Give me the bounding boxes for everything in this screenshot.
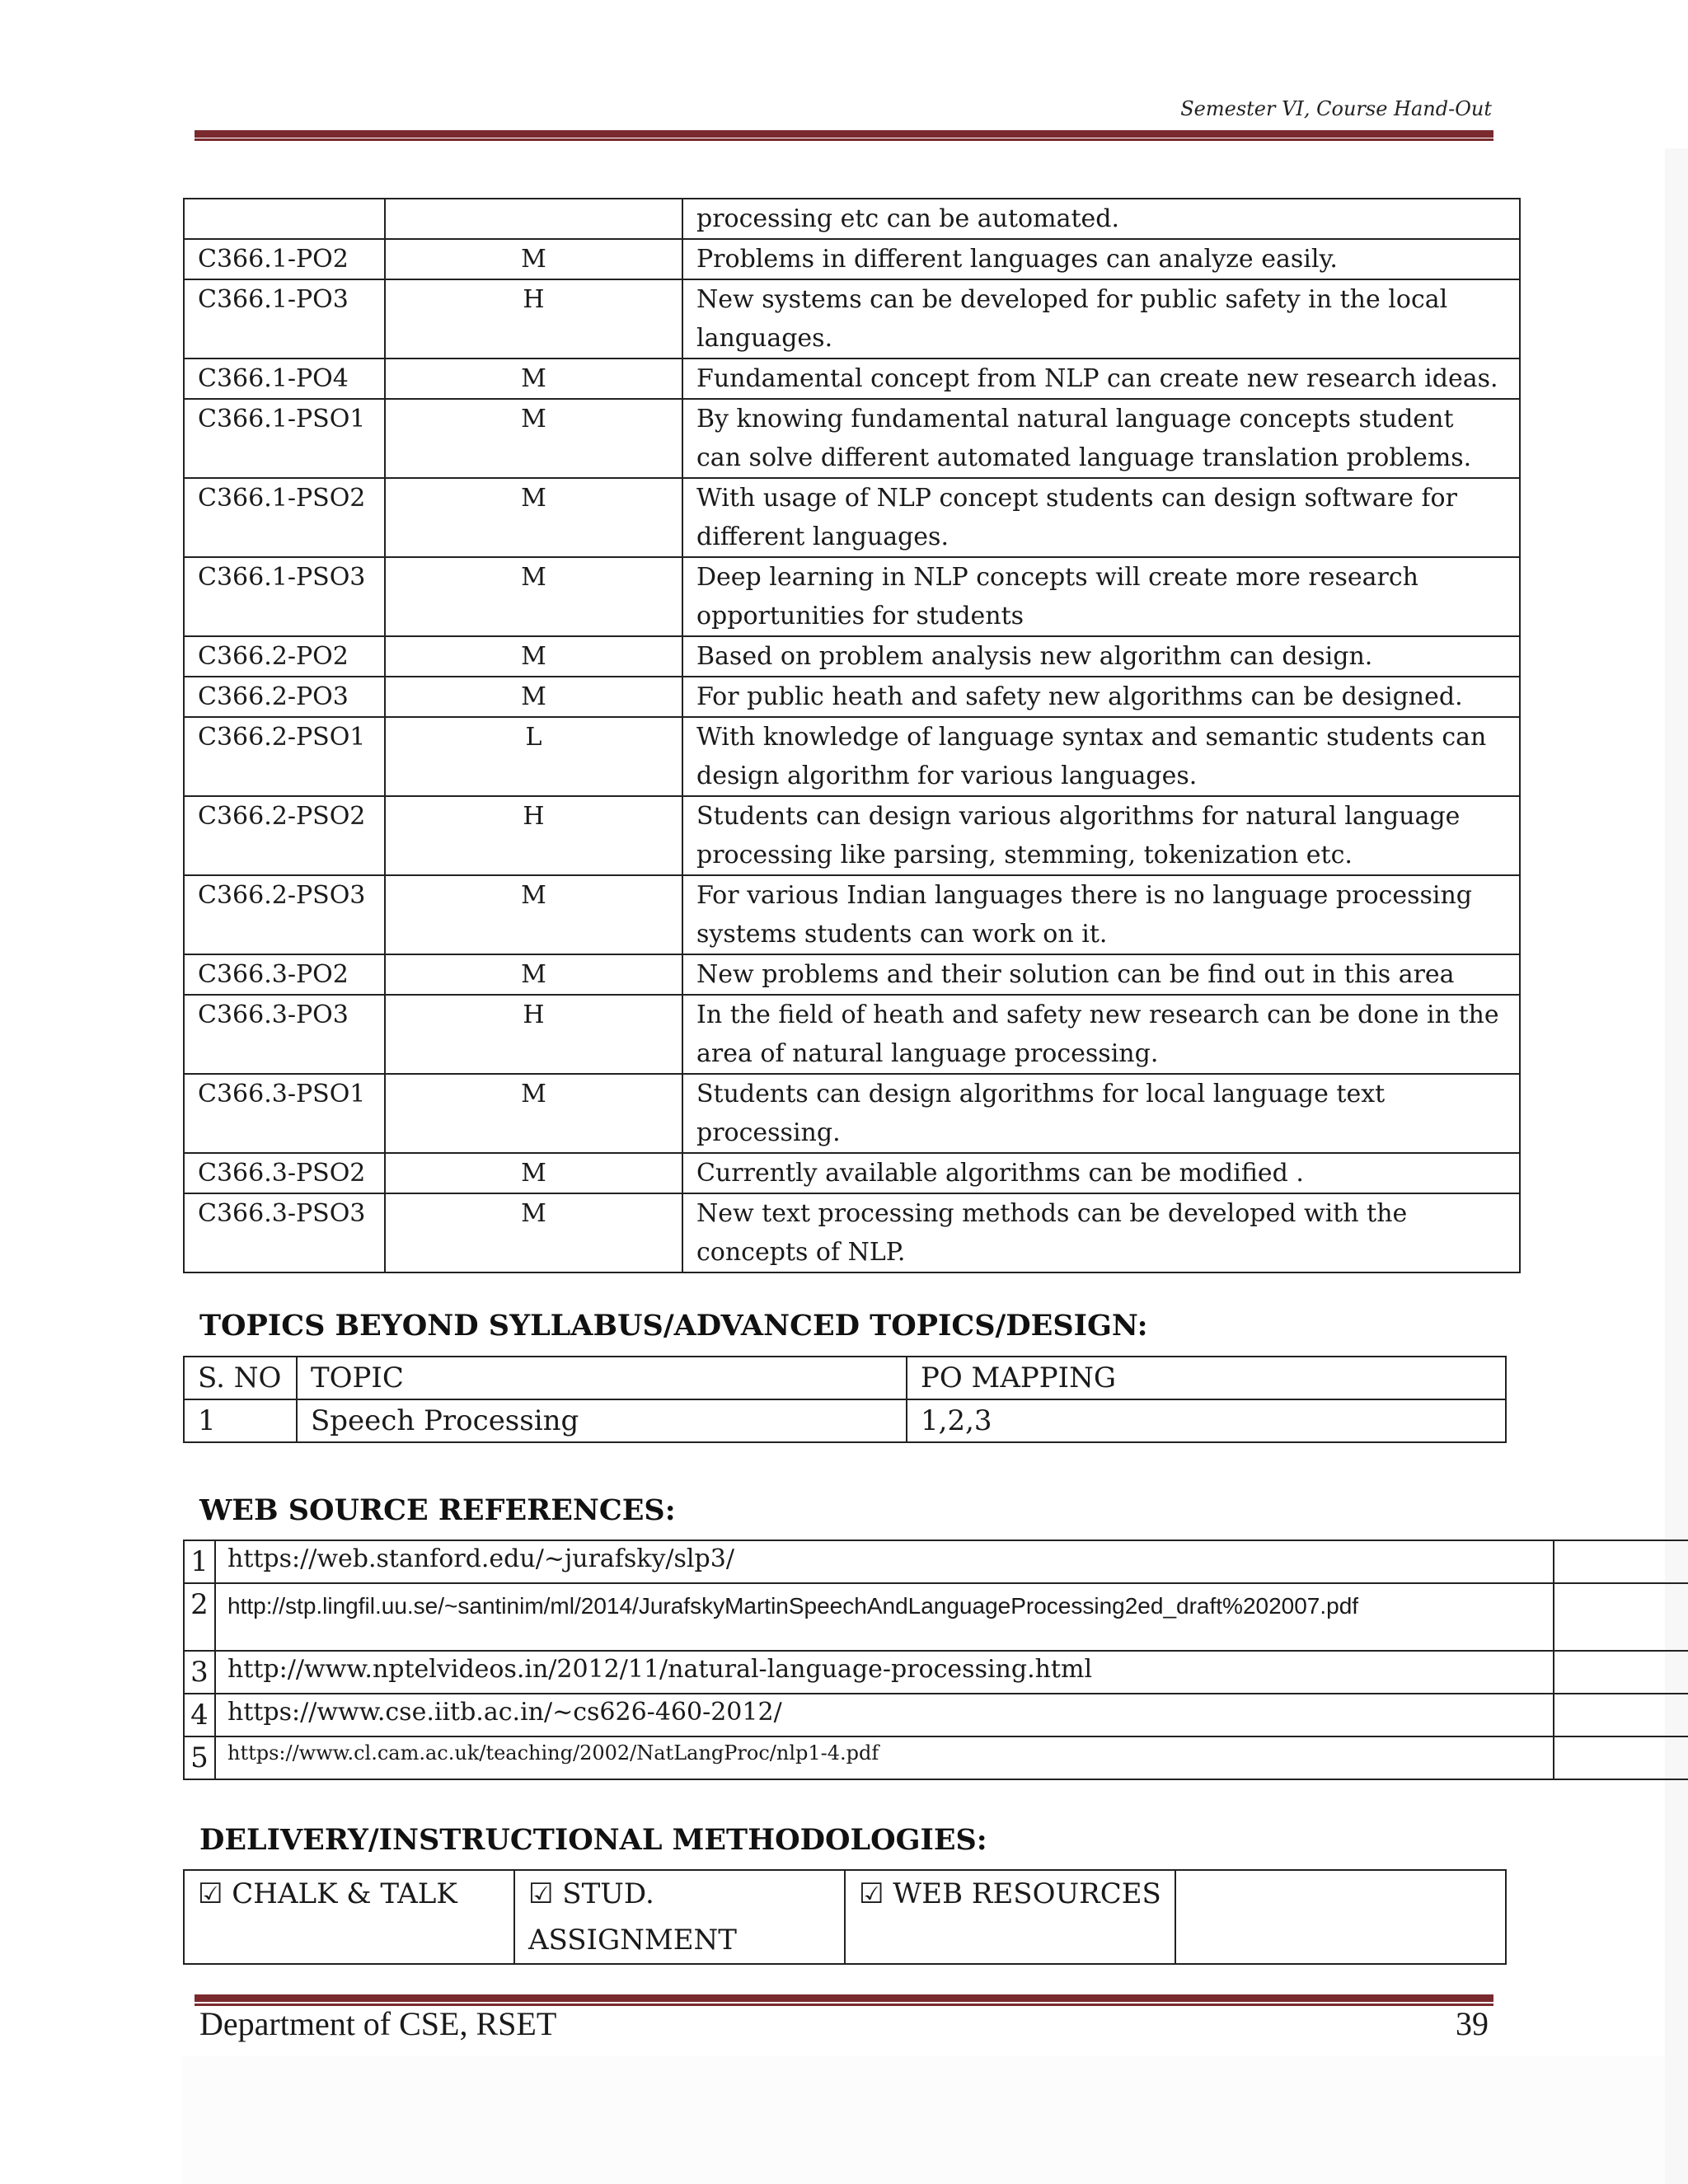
mapping-level: M xyxy=(385,954,682,995)
mapping-level: M xyxy=(385,399,682,478)
mapping-code: C366.2-PO2 xyxy=(184,636,385,677)
mapping-code: C366.1-PSO3 xyxy=(184,557,385,636)
checkbox-icon: ☑ xyxy=(528,1877,554,1910)
co-po-mapping-table xyxy=(183,198,1521,1273)
mapping-code: C366.2-PSO1 xyxy=(184,717,385,796)
table-row xyxy=(184,1694,1688,1736)
methods-row xyxy=(184,1870,1506,1964)
mapping-level: M xyxy=(385,1193,682,1272)
header-po-mapping: PO MAPPING xyxy=(907,1357,1506,1399)
web-refs-section-title: WEB SOURCE REFERENCES: xyxy=(199,1493,676,1527)
ref-link[interactable]: http://stp.lingfil.uu.se/~santinim/ml/2014/JurafskyMartinSpeechAndLanguageProcessing2ed_draft%202007.pdf xyxy=(215,1583,1554,1651)
mapping-justification: Problems in different languages can analyze easily. xyxy=(682,239,1520,279)
mapping-code: C366.1-PSO2 xyxy=(184,478,385,557)
topics-section-title: TOPICS BEYOND SYLLABUS/ADVANCED TOPICS/DESIGN: xyxy=(199,1309,1148,1343)
table-row xyxy=(184,399,1520,478)
mapping-level xyxy=(385,199,682,239)
ref-empty-cell xyxy=(1554,1694,1688,1736)
mapping-justification: For public heath and safety new algorithms can be designed. xyxy=(682,677,1520,717)
method-label: CHALK & TALK xyxy=(232,1877,457,1910)
ref-empty-cell xyxy=(1554,1736,1688,1779)
table-row xyxy=(184,677,1520,717)
mapping-level: M xyxy=(385,875,682,954)
mapping-level: H xyxy=(385,796,682,875)
ref-link[interactable]: https://www.cse.iitb.ac.in/~cs626-460-2012/ xyxy=(215,1694,1554,1736)
mapping-level: M xyxy=(385,557,682,636)
mapping-code: C366.3-PSO1 xyxy=(184,1074,385,1153)
footer-rule xyxy=(195,1994,1493,2002)
footer-department: Department of CSE, RSET xyxy=(199,2005,557,2042)
table-row xyxy=(184,796,1520,875)
table-row xyxy=(184,1399,1506,1442)
topics-table xyxy=(183,1356,1507,1443)
header-rule xyxy=(195,130,1493,138)
mapping-code: C366.2-PSO2 xyxy=(184,796,385,875)
table-row xyxy=(184,1153,1520,1193)
ref-number: 3 xyxy=(184,1651,215,1694)
table-row xyxy=(184,1583,1688,1651)
mapping-justification: processing etc can be automated. xyxy=(682,199,1520,239)
method-label: STUD. ASSIGNMENT xyxy=(528,1877,737,1957)
table-row xyxy=(184,995,1520,1074)
table-row xyxy=(184,636,1520,677)
delivery-methods-table xyxy=(183,1869,1507,1965)
mapping-code: C366.3-PO3 xyxy=(184,995,385,1074)
mapping-level: M xyxy=(385,239,682,279)
table-row xyxy=(184,557,1520,636)
topic-name: Speech Processing xyxy=(297,1399,907,1442)
header-rule-thin xyxy=(195,138,1493,141)
checkbox-icon: ☑ xyxy=(198,1877,223,1910)
mapping-level: M xyxy=(385,636,682,677)
web-references-table xyxy=(183,1540,1688,1780)
table-row xyxy=(184,1651,1688,1694)
topics-header-row xyxy=(184,1357,1506,1399)
table-row xyxy=(184,1074,1520,1153)
table-row xyxy=(184,954,1520,995)
mapping-code xyxy=(184,199,385,239)
mapping-justification: By knowing fundamental natural language concepts student can solve different automated language translation problems. xyxy=(682,399,1520,478)
mapping-justification: With usage of NLP concept students can design software for different languages. xyxy=(682,478,1520,557)
topic-po: 1,2,3 xyxy=(907,1399,1506,1442)
page-number: 39 xyxy=(1456,2005,1489,2042)
mapping-code: C366.2-PO3 xyxy=(184,677,385,717)
mapping-level: H xyxy=(385,279,682,359)
ref-number: 1 xyxy=(184,1540,215,1583)
table-row xyxy=(184,239,1520,279)
table-row xyxy=(184,1736,1688,1779)
table-row xyxy=(184,875,1520,954)
methods-section-title: DELIVERY/INSTRUCTIONAL METHODOLOGIES: xyxy=(199,1823,987,1857)
mapping-level: H xyxy=(385,995,682,1074)
ref-link[interactable]: https://web.stanford.edu/~jurafsky/slp3/ xyxy=(215,1540,1554,1583)
ref-link[interactable]: https://www.cl.cam.ac.uk/teaching/2002/NatLangProc/nlp1-4.pdf xyxy=(215,1736,1554,1779)
mapping-justification: Deep learning in NLP concepts will create more research opportunities for students xyxy=(682,557,1520,636)
mapping-code: C366.1-PO4 xyxy=(184,359,385,399)
topic-sno: 1 xyxy=(184,1399,297,1442)
mapping-justification: Currently available algorithms can be modified . xyxy=(682,1153,1520,1193)
ref-empty-cell xyxy=(1554,1540,1688,1583)
mapping-justification: Students can design various algorithms for natural language processing like parsing, stemming, tokenization etc. xyxy=(682,796,1520,875)
method-chalk-talk xyxy=(184,1870,514,1964)
mapping-code: C366.1-PSO1 xyxy=(184,399,385,478)
mapping-code: C366.3-PSO3 xyxy=(184,1193,385,1272)
mapping-code: C366.1-PO3 xyxy=(184,279,385,359)
table-row xyxy=(184,279,1520,359)
page-edge-shade xyxy=(1665,148,1688,2184)
mapping-level: M xyxy=(385,677,682,717)
mapping-level: M xyxy=(385,359,682,399)
header-sno: S. NO xyxy=(184,1357,297,1399)
table-row xyxy=(184,478,1520,557)
table-row xyxy=(184,717,1520,796)
ref-empty-cell xyxy=(1554,1651,1688,1694)
table-row xyxy=(184,1540,1688,1583)
mapping-justification: Students can design algorithms for local language text processing. xyxy=(682,1074,1520,1153)
mapping-level: M xyxy=(385,1074,682,1153)
method-web-resources xyxy=(845,1870,1175,1964)
mapping-level: L xyxy=(385,717,682,796)
running-header: Semester VI, Course Hand-Out xyxy=(1180,97,1492,120)
mapping-justification: In the field of heath and safety new research can be done in the area of natural language processing. xyxy=(682,995,1520,1074)
mapping-justification: New systems can be developed for public safety in the local languages. xyxy=(682,279,1520,359)
table-row xyxy=(184,199,1520,239)
method-empty-cell xyxy=(1175,1870,1506,1964)
mapping-justification: Based on problem analysis new algorithm can design. xyxy=(682,636,1520,677)
mapping-level: M xyxy=(385,1153,682,1193)
mapping-code: C366.1-PO2 xyxy=(184,239,385,279)
ref-empty-cell xyxy=(1554,1583,1688,1651)
table-row xyxy=(184,1193,1520,1272)
mapping-justification: For various Indian languages there is no language processing systems students can work on it. xyxy=(682,875,1520,954)
mapping-justification: New problems and their solution can be find out in this area xyxy=(682,954,1520,995)
mapping-level: M xyxy=(385,478,682,557)
header-topic: TOPIC xyxy=(297,1357,907,1399)
table-row xyxy=(184,359,1520,399)
mapping-justification: With knowledge of language syntax and semantic students can design algorithm for various languages. xyxy=(682,717,1520,796)
method-label: WEB RESOURCES xyxy=(893,1877,1161,1910)
checkbox-icon: ☑ xyxy=(859,1877,884,1910)
ref-link[interactable]: http://www.nptelvideos.in/2012/11/natural-language-processing.html xyxy=(215,1651,1554,1694)
mapping-code: C366.3-PO2 xyxy=(184,954,385,995)
mapping-justification: Fundamental concept from NLP can create new research ideas. xyxy=(682,359,1520,399)
ref-number: 4 xyxy=(184,1694,215,1736)
page-bottom-shade xyxy=(181,2056,1665,2184)
mapping-justification: New text processing methods can be developed with the concepts of NLP. xyxy=(682,1193,1520,1272)
ref-number: 5 xyxy=(184,1736,215,1779)
ref-number: 2 xyxy=(184,1583,215,1651)
mapping-code: C366.3-PSO2 xyxy=(184,1153,385,1193)
method-stud-assignment xyxy=(514,1870,845,1964)
mapping-code: C366.2-PSO3 xyxy=(184,875,385,954)
